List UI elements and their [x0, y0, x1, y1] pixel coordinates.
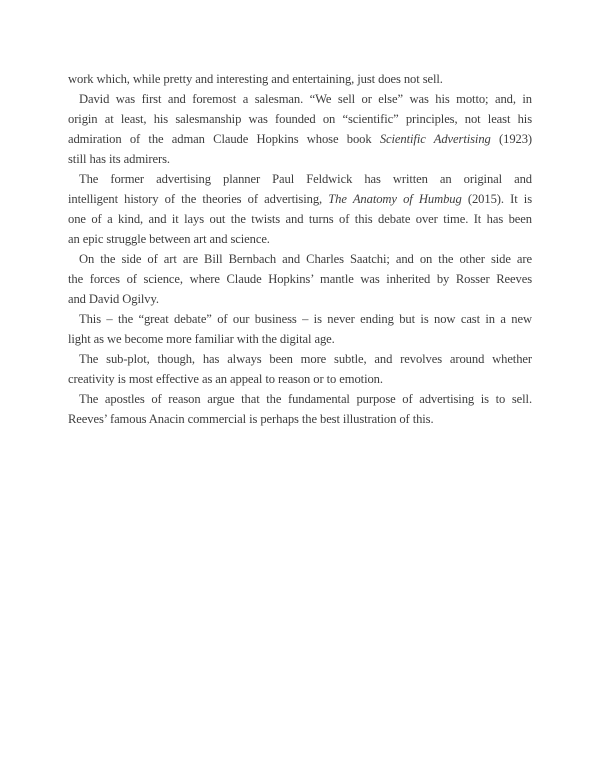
- text-run: admiration of the adman Claude Hopkins whose book: [68, 132, 380, 146]
- text-line: [68, 229, 532, 249]
- text-run: (2015). It is: [461, 192, 532, 206]
- text-run: The sub-plot, though, has always been more subtle, and revolves around whether: [79, 352, 532, 366]
- text-line: [68, 289, 532, 309]
- text-run: David was first and foremost a salesman. “We sell or else” was his motto; and, in: [79, 92, 532, 106]
- paragraph: [68, 389, 532, 429]
- text-line: [68, 269, 532, 289]
- text-line: [68, 109, 532, 129]
- text-line: [68, 69, 532, 89]
- paragraph: [68, 89, 532, 169]
- text-line: [68, 149, 532, 169]
- text-block: [68, 69, 532, 429]
- paragraph: [68, 69, 532, 89]
- text-line: [68, 389, 532, 409]
- text-run: still has its admirers.: [68, 152, 170, 166]
- text-run: the forces of science, where Claude Hopkins’ mantle was inherited by Rosser Reeves: [68, 272, 532, 286]
- paragraph: [68, 169, 532, 249]
- text-line: [68, 329, 532, 349]
- text-line: [68, 129, 532, 149]
- text-run: one of a kind, and it lays out the twists and turns of this debate over time. It has been: [68, 212, 532, 226]
- text-line: [68, 349, 532, 369]
- text-line: [68, 89, 532, 109]
- text-line: [68, 369, 532, 389]
- text-run: The former advertising planner Paul Feldwick has written an original and: [79, 172, 532, 186]
- text-line: [68, 249, 532, 269]
- text-run: light as we become more familiar with the digital age.: [68, 332, 335, 346]
- text-run: This – the “great debate” of our business – is never ending but is now cast in a new: [79, 312, 532, 326]
- text-line: [68, 189, 532, 209]
- paragraph: [68, 349, 532, 389]
- italic-book-title: The Anatomy of Humbug: [328, 192, 462, 206]
- text-run: (1923): [490, 132, 532, 146]
- text-line: [68, 209, 532, 229]
- text-run: intelligent history of the theories of advertising,: [68, 192, 329, 206]
- text-run: creativity is most effective as an appeal to reason or to emotion.: [68, 372, 383, 386]
- text-run: On the side of art are Bill Bernbach and Charles Saatchi; and on the other side are: [79, 252, 532, 266]
- paragraph: [68, 249, 532, 309]
- text-line: [68, 169, 532, 189]
- italic-book-title: Scientific Advertising: [379, 132, 491, 146]
- text-line: [68, 409, 532, 429]
- text-run: work which, while pretty and interesting and entertaining, just does not sell.: [68, 72, 443, 86]
- text-run: Reeves’ famous Anacin commercial is perhaps the best illustration of this.: [68, 412, 434, 426]
- text-line: [68, 309, 532, 329]
- text-run: origin at least, his salesmanship was founded on “scientific” principles, not least his: [68, 112, 532, 126]
- text-run: and David Ogilvy.: [68, 292, 159, 306]
- text-run: The apostles of reason argue that the fundamental purpose of advertising is to sell.: [79, 392, 532, 406]
- paragraph: [68, 309, 532, 349]
- text-run: an epic struggle between art and science.: [68, 232, 270, 246]
